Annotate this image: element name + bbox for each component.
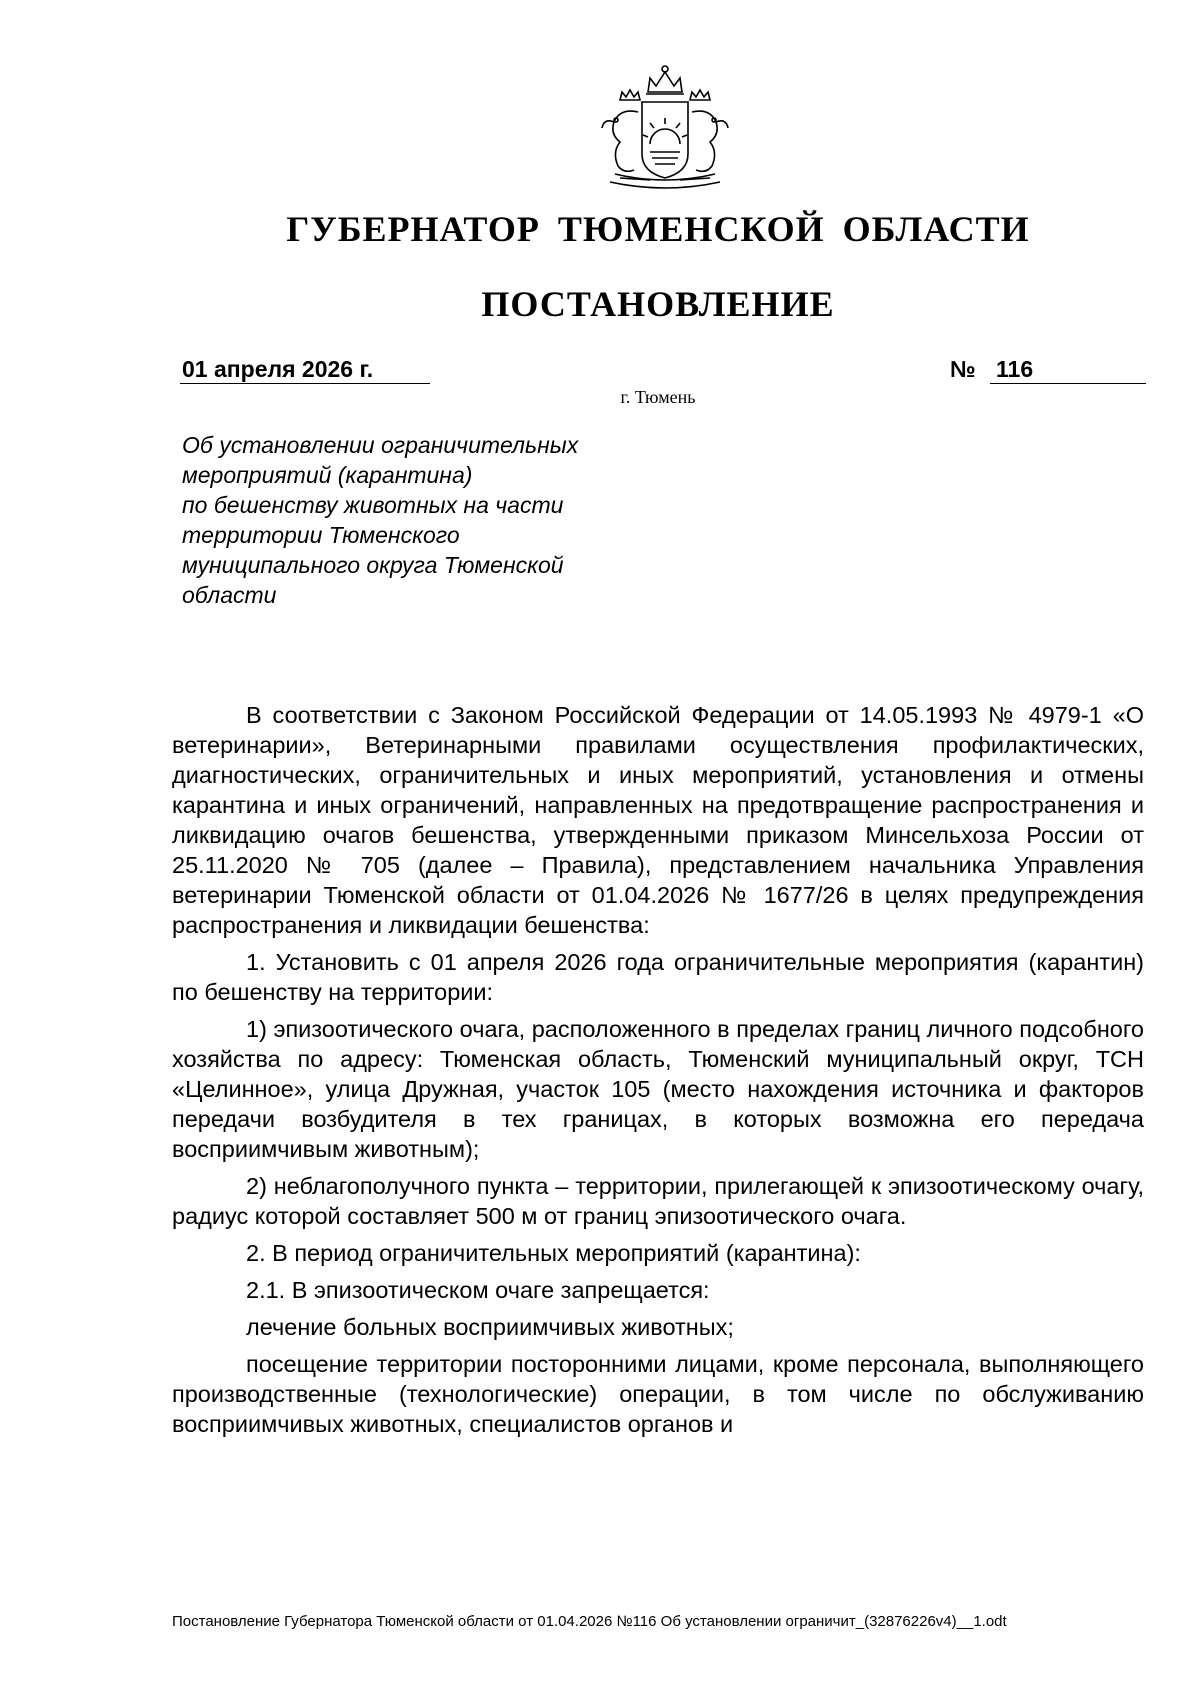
subject-line: области [182,582,277,608]
document-body [172,700,1144,1446]
document-type: ПОСТАНОВЛЕНИЕ [481,284,835,324]
document-authority: ГУБЕРНАТОР ТЮМЕНСКОЙ ОБЛАСТИ [286,209,1030,249]
number-value: 116 [990,355,1146,384]
coat-of-arms-icon [590,62,740,197]
subject-line: муниципального округа Тюменской [182,552,564,578]
subject-line: территории Тюменского [182,522,460,548]
document-number [950,355,1146,384]
subject-line: по бешенству животных на части [182,492,564,518]
body-paragraph: лечение больных восприимчивых животных; [246,1314,734,1340]
body-paragraph: посещение территории посторонними лицами, кроме персонала, выполняющего производственные (технологические) операции, в том числе по обслуживанию восприимчивых животных, специалистов органов и [172,1351,1144,1437]
subject-line: мероприятий (карантина) [182,462,473,488]
body-paragraph: 2.1. В эпизоотическом очаге запрещается: [246,1277,710,1303]
body-paragraph: 2. В период ограничительных мероприятий (карантина): [246,1240,861,1266]
document-date: 01 апреля 2026 г. [180,355,430,384]
body-paragraph: 1. Установить с 01 апреля 2026 года ограничительные мероприятия (карантин) по бешенству на территории: [172,949,1144,1005]
page-footer: Постановление Губернатора Тюменской области от 01.04.2026 №116 Об установлении ограничит_(32876226v4)__1.odt [172,1613,1007,1630]
subject-line: Об установлении ограничительных [182,432,579,458]
body-paragraph: В соответствии с Законом Российской Федерации от 14.05.1993 № 4979-1 «О ветеринарии», Ветеринарными правилами осуществления профилактических, диагностических, ограничительных и иных мероприятий, установления и отмены карантина и иных ограничений, направленных на предотвращение распространения и ликвидацию очагов бешенства, утвержденными приказом Минсельхоза России от 25.11.2020 № 705 (далее – Правила), представлением начальника Управления ветеринарии Тюменской области от 01.04.2026 № 1677/26 в целях предупреждения распространения и ликвидации бешенства: [172,702,1144,938]
body-paragraph: 1) эпизоотического очага, расположенного в пределах границ личного подсобного хозяйства по адресу: Тюменская область, Тюменский муниципальный округ, ТСН «Целинное», улица Дружная, участок 105 (место нахождения источника и факторов передачи возбудителя в тех границах, в которых возможна его передача восприимчивым животным); [172,1016,1144,1162]
document-subject [182,430,652,610]
body-paragraph: 2) неблагополучного пункта – территории, прилегающей к эпизоотическому очагу, радиус которой составляет 500 м от границ эпизоотического очага. [172,1173,1144,1229]
number-sign: № [950,356,976,382]
document-city: г. Тюмень [620,387,696,407]
